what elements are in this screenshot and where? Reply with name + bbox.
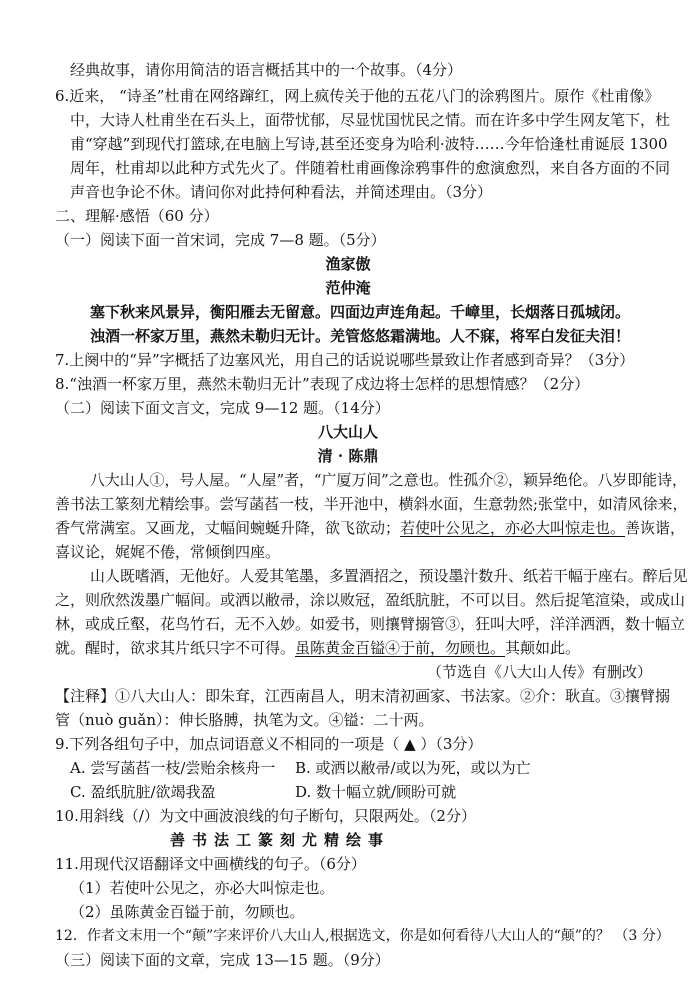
prose-p1-line-3-c: 善诙谐， [625,519,686,537]
poem-verse-1: 塞下秋来风景异，衡阳雁去无留意。四面边声连角起。千嶂里，长烟落日孤城闭。 [90,303,631,321]
question-12: 12．作者文末用一个“颠”字来评价八大山人,根据选文，你是如何看待八大山人的“颠”的？ （3 分） [55,928,670,944]
q6-line-1: 6.近来， “诗圣”杜甫在网络蹿红，网上疯传关于他的五花八门的涂鸦图片。原作《杜甫像》 [55,87,660,105]
prose-source: （节选自《八大山人传》有删改） [426,663,652,681]
prose-p2-line-4-c: 其颠如此。 [505,639,581,657]
prose-p2-line-1: 山人既嗜酒，无他好。人爱其笔墨，多置酒招之，预设墨汁数升、纸若干幅于座右。醉后见 [90,567,688,585]
notes-line-2: 管（nuò guǎn）：伸长胳膊，执笔为文。④镒：二十两。 [55,711,434,729]
prose-p1-line-4: 喜议论，娓娓不倦，常倾倒四座。 [55,543,281,561]
section-2-heading: 二、理解·感悟（60 分） [55,207,219,225]
prose-p1-line-3 [55,518,685,538]
prose-p1-line-2: 善书法工篆刻尤精绘事。尝写菡萏一枝，半开池中，横斜水面，生意勃然;张堂中，如清风徐来， [55,495,688,513]
prose-p1-line-3-a: 香气常满室。又画龙，丈幅间蜿蜒升降，欲飞欲动； [55,519,401,537]
q9-option-d: D. 数十幅立就/顾盼可就 [295,783,457,801]
q9-option-b: B. 或洒以敝帚/或以为死，或以为亡 [295,759,531,777]
poem-verse-2: 浊酒一杯家万里，燕然未勒归无计。羌管悠悠霜满地。人不寐，将军白发征夫泪！ [90,327,631,345]
prose-p2-line-2: 之，则欣然泼墨广幅间。或洒以敝帚，涂以败冠，盈纸肮脏，不可以目。然后捉笔渲染，或成山 [55,591,686,609]
part3-intro: （三）阅读下面的文章，完成 13—15 题。（9分） [55,951,390,969]
prose-p2-line-3: 林，或成丘壑，花鸟竹石，无不入妙。如爱书，则攘臂搦管③，狂叫大呼，洋洋洒洒，数十幅立 [55,615,686,633]
prose-p2-line-4 [55,638,580,658]
poem-title: 渔家傲 [325,255,371,273]
question-9-stem: 9.下列各组句子中，加点词语意义不相同的一项是（ ▲ ）（3分） [55,735,483,753]
q11-sentence-2: （2）虽陈黄金百镒于前，勿顾也。 [70,903,305,921]
q6-line-3: 甫“穿越”到现代打篮球,在电脑上写诗,甚至还变身为哈利·波特……今年恰逢杜甫诞辰 1300 [70,135,668,153]
q6-line-2: 中，大诗人杜甫坐在石头上，面带忧郁，尽显忧国忧民之情。而在许多中学生网友笔下，杜 [70,111,671,129]
notes-line-1: 【注释】①八大山人：即朱耷，江西南昌人，明末清初画家、书法家。②介：耿直。③攘臂搦 [55,687,671,705]
question-10-stem: 10.用斜线（/）为文中画波浪线的句子断句，只限两处。（2分） [55,807,476,825]
q5-tail: 经典故事，请你用简洁的语言概括其中的一个故事。（4分） [70,61,463,79]
prose-p2-line-4-a: 就。醒时，欲求其片纸只字不可得。 [55,639,296,657]
q9-option-c: C. 盈纸肮脏/欲竭我盈 [70,783,216,801]
q11-sentence-1: （1）若使叶公见之，亦必大叫惊走也。 [70,879,335,897]
prose-p1-line-1: 八大山人①，号人屋。“人屋”者，“广厦万间”之意也。性孤介②，颖异绝伦。八岁即能诗， [90,471,687,489]
prose-author: 清 · 陈鼎 [317,447,379,465]
q10-sentence: 善书法工篆刻尤精绘事 [170,831,391,849]
underlined-sentence-1: 若使叶公见之，亦必大叫惊走也。 [400,519,626,537]
part1-intro: （一）阅读下面一首宋词，完成 7—8 题。（5分） [55,231,386,249]
part2-intro: （二）阅读下面文言文，完成 9—12 题。（14分） [55,399,390,417]
q6-line-4: 周年，杜甫却以此种方式先火了。伴随着杜甫画像涂鸦事件的愈演愈烈，来自各方面的不同 [70,159,671,177]
question-11-stem: 11.用现代汉语翻译文中画横线的句子。（6分） [55,855,366,873]
question-8: 8.“浊酒一杯家万里，燕然未勒归无计”表现了戍边将士怎样的思想情感？（2分） [55,375,590,393]
q9-option-a: A. 尝写菡萏一枝/尝贻余核舟一 [70,759,276,777]
question-7: 7.上阕中的“异”字概括了边塞风光，用自己的话说说哪些景致让作者感到奇异？（3分） [55,351,635,369]
prose-title: 八大山人 [317,423,378,441]
q6-line-5: 声音也争论不休。请问你对此持何种看法，并简述理由。（3分） [70,183,493,201]
poem-author: 范仲淹 [325,279,371,297]
underlined-sentence-2: 虽陈黄金百镒④于前，勿顾也。 [295,639,506,657]
